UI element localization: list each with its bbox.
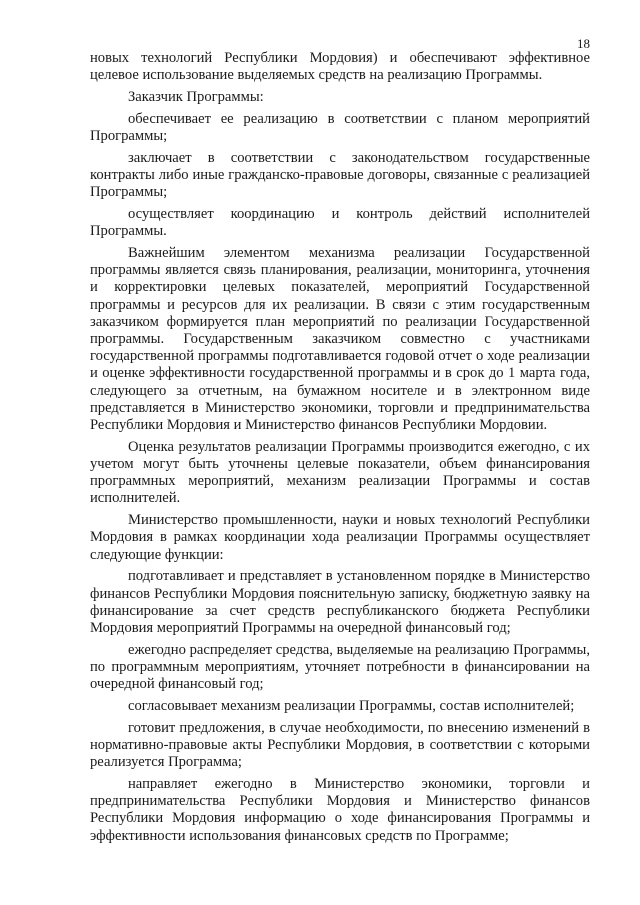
paragraph-customer-duty-2: заключает в соответствии с законодательством государственные контракты либо иные гражданско-правовые договоры, связанные с реализацией Программы; [90,149,590,201]
paragraph-ministry-function-3: согласовывает механизм реализации Программы, состав исполнителей; [128,698,575,715]
paragraph-customer-duty-1: обеспечивает ее реализацию в соответствии с планом мероприятий Программы; [90,110,590,144]
paragraph-evaluation: Оценка результатов реализации Программы производится ежегодно, с их учетом могут быть уточнены целевые показатели, объем финансирования программных мероприятий, механизм реализации Программы и состав исполнителей. [90,438,590,507]
paragraph-ministry-intro: Министерство промышленности, науки и новых технологий Республики Мордовия в рамках координации хода реализации Программы осуществляет следующие функции: [90,512,590,563]
paragraph-mechanism: Важнейшим элементом механизма реализации Государственной программы является связь планирования, реализации, мониторинга, уточнения и корректировки целевых показателей, мероприятий Государственной программы и ресурсов для их реализации. В связи с этим государственным заказчиком формируется план мероприятий по реализации Государственной программы. Государственным заказчиком совместно с участниками государственной программы подготавливается годовой отчет о ходе реализации и оценке эффективности государственной программы и в срок до 1 марта года, следующего за отчетным, на бумажном носителе и в электронном виде представляется в Министерство экономики, торговли и предпринимательства Республики Мордовия и Министерство финансов Республики Мордовии. [90,245,590,434]
page-number: 18 [577,36,590,51]
paragraph-ministry-function-2: ежегодно распределяет средства, выделяемые на реализацию Программы, по программным мероприятиям, уточняет потребности в финансировании на очередной финансовый год; [90,641,590,693]
paragraph-ministry-function-4: готовит предложения, в случае необходимости, по внесению изменений в нормативно-правовые акты Республики Мордовия, в соответствии с которыми реализуется Программа; [90,719,590,771]
paragraph-ministry-function-1: подготавливает и представляет в установленном порядке в Министерство финансов Республики Мордовия пояснительную записку, бюджетную заявку на финансирование за счет средств республиканского бюджета Республики Мордовия мероприятий Программы на очередной финансовый год; [90,568,590,637]
paragraph-continuation: новых технологий Республики Мордовия) и обеспечивают эффективное целевое использование выделяемых средств на реализацию Программы. [90,50,590,84]
paragraph-ministry-function-5: направляет ежегодно в Министерство экономики, торговли и предпринимательства Республики Мордовия и Министерство финансов Республики Мордовия информацию о ходе финансирования Программы и эффективности использования финансовых средств по Программе; [90,776,590,844]
paragraph-customer-heading: Заказчик Программы: [128,89,264,105]
document-body [90,50,590,849]
paragraph-customer-duty-3: осуществляет координацию и контроль действий исполнителей Программы. [90,206,590,240]
